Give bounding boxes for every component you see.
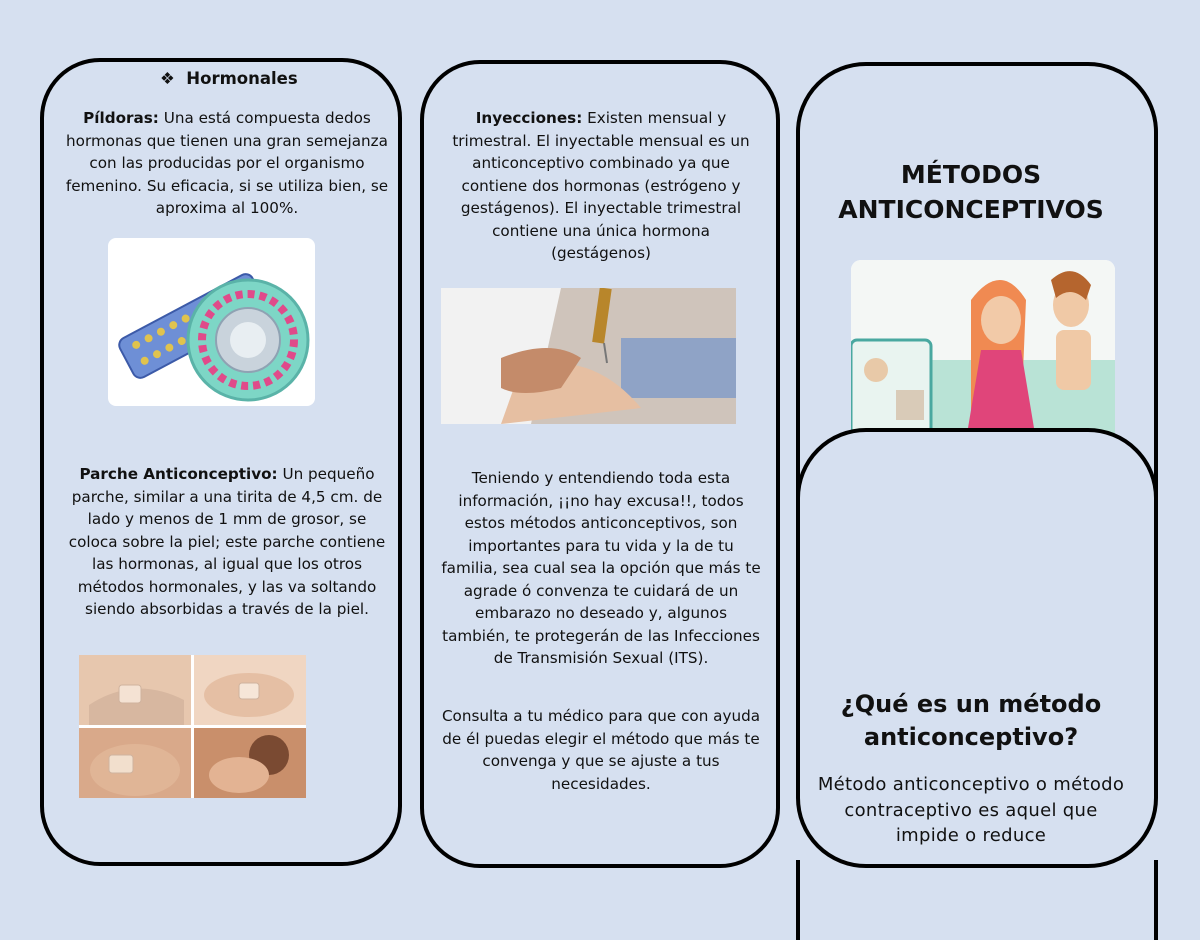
injections-text: Existen mensual y trimestral. El inyectable mensual es un anticonceptivo combinado ya que contiene dos hormonas (estrógeno y gestágenos). El inyectable trimestral contiene una única hormona (gestágenos) <box>452 109 750 262</box>
pills-text: Una está compuesta dedos hormonas que tienen una gran semejanza con las producidas por el organismo femenino. Su eficacia, si se utiliza bien, se aproxima al 100%. <box>65 109 389 217</box>
question-line-2: anticonceptivo? <box>863 723 1079 751</box>
pill-pack-image <box>108 238 315 406</box>
pills-label: Píldoras: <box>83 109 159 127</box>
injection-photo <box>441 288 736 424</box>
patch-text: Un pequeño parche, similar a una tirita de 4,5 cm. de lado y menos de 1 mm de grosor, se coloca sobre la piel; este parche contiene las hormonas, al igual que los otros métodos hormonales, y las va soltando siendo absorbidas a través de la piel. <box>68 465 386 618</box>
title-line-1: MÉTODOS <box>900 160 1042 189</box>
definition-paragraph: Método anticonceptivo o método contraceptivo es aquel que impide o reduce <box>817 774 1125 846</box>
pills-paragraph <box>62 107 392 220</box>
question-line-1: ¿Qué es un método <box>840 690 1102 718</box>
question-heading <box>800 688 1142 754</box>
patch-label: Parche Anticonceptivo: <box>79 465 278 483</box>
brochure-title <box>800 157 1142 227</box>
consult-paragraph: Consulta a tu médico para que con ayuda de él puedas elegir el método que más te convenga y que se ajuste a tus necesidades. <box>441 707 761 793</box>
hormonales-heading: ❖ Hormonales <box>160 69 298 88</box>
injections-paragraph <box>440 107 762 265</box>
panel-right-tail <box>796 860 1158 940</box>
info-paragraph: Teniendo y entendiendo toda esta información, ¡¡no hay excusa!!, todos estos métodos anticonceptivos, son importantes para tu vida y la de tu familia, sea cual sea la opción que más te agrade ó convenza te cuidará de un embarazo no deseado y, algunos también, te protegerán de las Infecciones de Transmisión Sexual (ITS). <box>441 469 761 667</box>
patch-photo-collage <box>79 655 306 798</box>
diamond-bullet-icon: ❖ <box>160 69 175 88</box>
patch-paragraph <box>62 463 392 621</box>
title-line-2: ANTICONCEPTIVOS <box>838 195 1104 224</box>
injections-label: Inyecciones: <box>475 109 583 127</box>
